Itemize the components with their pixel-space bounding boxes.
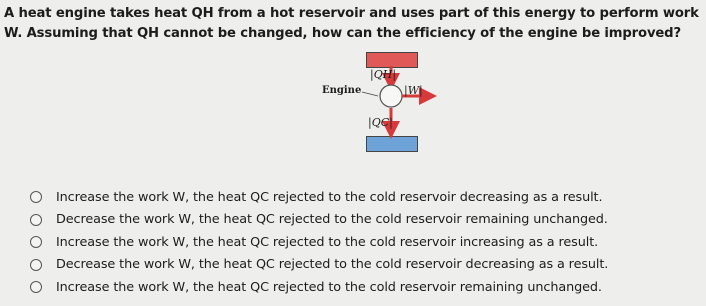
radio-button[interactable] — [30, 214, 42, 226]
radio-button[interactable] — [30, 281, 42, 293]
qc-label: |QC| — [368, 116, 393, 129]
answer-option-2[interactable] — [30, 209, 608, 232]
radio-button[interactable] — [30, 191, 42, 203]
engine-label: Engine — [322, 85, 362, 96]
option-text: Increase the work W, the heat QC rejected to the cold reservoir remaining unchanged. — [56, 279, 602, 295]
answer-option-3[interactable] — [30, 231, 608, 254]
answer-options — [30, 186, 608, 299]
answer-option-4[interactable] — [30, 254, 608, 277]
qh-label: |QH| — [370, 68, 397, 81]
heat-engine-diagram — [300, 48, 440, 160]
radio-button[interactable] — [30, 259, 42, 271]
answer-option-5[interactable] — [30, 276, 608, 299]
option-text: Increase the work W, the heat QC rejected to the cold reservoir decreasing as a result. — [56, 189, 603, 205]
option-text: Decrease the work W, the heat QC rejected to the cold reservoir decreasing as a result. — [56, 257, 609, 273]
radio-button[interactable] — [30, 236, 42, 248]
option-text: Decrease the work W, the heat QC rejected to the cold reservoir remaining unchanged. — [56, 212, 608, 228]
w-label: |W| — [404, 84, 423, 97]
engine-circle — [380, 85, 402, 107]
engine-pointer-line — [362, 92, 378, 96]
option-text: Increase the work W, the heat QC rejected to the cold reservoir increasing as a result. — [56, 234, 599, 250]
answer-option-1[interactable] — [30, 186, 608, 209]
question-text: A heat engine takes heat QH from a hot reservoir and uses part of this energy to perform work W. Assuming that QH cannot be changed, how can the efficiency of the engine be improved? — [4, 6, 699, 41]
engine-schematic — [300, 48, 440, 160]
